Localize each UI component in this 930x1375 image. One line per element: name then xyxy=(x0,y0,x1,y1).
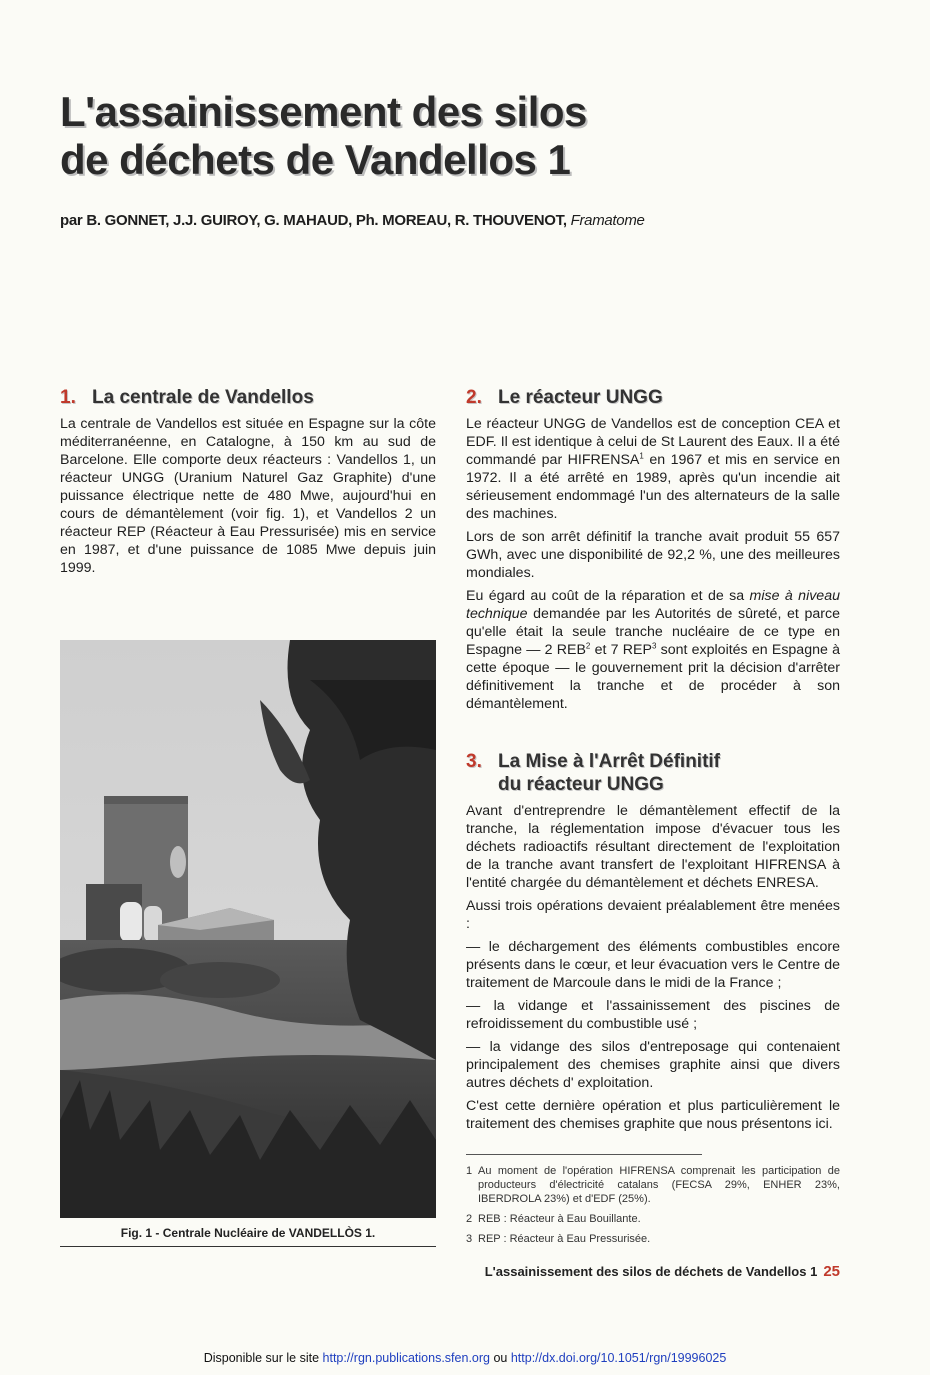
title-line-1: L'assainissement des silos xyxy=(60,88,587,135)
footnote-number: 2 xyxy=(466,1213,473,1225)
text-run: Le réacteur UNGG de Vandellos est de conception CEA et EDF. Il est identique à celui de St Laurent des Eaux. Il a été commandé par HIFRENSA xyxy=(466,416,840,468)
section-3-title xyxy=(498,750,840,796)
availability-prefix: Disponible sur le site xyxy=(203,1351,320,1365)
footnote-number: 3 xyxy=(466,1233,473,1245)
section-1-heading xyxy=(60,386,436,409)
figure-1-photo xyxy=(60,640,436,1218)
author-organization: Framatome xyxy=(570,212,645,229)
section-2-paragraph-3 xyxy=(466,587,840,713)
title-line-2: de déchets de Vandellos 1 xyxy=(60,136,571,183)
footnote-text: Au moment de l'opération HIFRENSA comprenait les participation de producteurs d'électricité catalans (FECSA 29%, ENHER 23%, IBERDROLA 23%) et d'EDF (25%). xyxy=(478,1165,840,1205)
power-plant-photo-image xyxy=(60,640,436,1218)
section-3-number: 3. xyxy=(466,751,482,772)
section-3-heading xyxy=(466,750,840,796)
section-1-title: La centrale de Vandellos xyxy=(92,387,314,408)
text-run: Eu égard au coût de la réparation et de sa xyxy=(466,588,750,604)
section-2-title: Le réacteur UNGG xyxy=(498,387,663,408)
running-head xyxy=(466,1263,840,1280)
section-2-heading xyxy=(466,386,840,409)
section-1-paragraph: La centrale de Vandellos est située en Espagne sur la côte méditerranéenne, en Catalogne, à 150 km au sud de Barcelone. Elle comporte deux réacteurs : Vandellos 1, un réacteur UNGG (Uranium Naturel Gaz Graphite) d'une puissance électrique nette de 480 Mwe, aujourd'hui en cours de démantèlement (voir fig. 1), et Vandellos 2 un réacteur REP (Réacteur à Eau Pressurisée) mis en service en 1987, et d'une puissance de 1085 Mwe depuis juin 1999. xyxy=(60,416,436,576)
section-3-paragraph: Aussi trois opérations devaient préalablement être menées : xyxy=(466,898,840,932)
byline-prefix: par xyxy=(60,212,83,229)
footnote xyxy=(466,1164,840,1206)
author-names: B. GONNET, J.J. GUIROY, G. MAHAUD, Ph. MOREAU, R. THOUVENOT, xyxy=(86,212,567,229)
section-spacer xyxy=(466,718,840,750)
text-run: et 7 REP xyxy=(590,642,652,658)
footnote-ref-1: 1 xyxy=(639,451,644,461)
section-3-title-line-2: du réacteur UNGG xyxy=(498,774,664,795)
figure-1-caption: Fig. 1 - Centrale Nucléaire de VANDELLÒS 1. xyxy=(120,1226,376,1240)
section-2-paragraph-1 xyxy=(466,415,840,523)
footnote xyxy=(466,1232,840,1246)
footnote xyxy=(466,1212,840,1226)
doi-link[interactable]: http://dx.doi.org/10.1051/rgn/19996025 xyxy=(510,1351,727,1365)
right-column xyxy=(466,386,840,1138)
caption-divider xyxy=(60,1246,436,1247)
author-byline xyxy=(60,212,860,229)
journal-site-link[interactable]: http://rgn.publications.sfen.org xyxy=(322,1351,490,1365)
section-1-number: 1. xyxy=(60,387,76,408)
footnote-ref-3: 3 xyxy=(651,641,657,651)
left-column xyxy=(60,386,436,582)
emphasis: mise à niveau technique xyxy=(466,588,840,622)
section-3-list-item: — le déchargement des éléments combustibles encore présents dans le cœur, et leur évacuation vers le Centre de traitement de Marcoule dans le midi de la France ; xyxy=(466,939,840,991)
section-3-paragraph: C'est cette dernière opération et plus particulièrement le traitement des chemises graphite que nous présentons ici. xyxy=(466,1098,840,1132)
text-run: demandée par les Autorités de sûreté, et parce qu'elle était la seule tranche nucléaire de ce type en Espagne — 2 REB xyxy=(466,606,840,658)
section-3-list-item: — la vidange et l'assainissement des piscines de refroidissement du combustible usé ; xyxy=(466,998,840,1032)
section-2-number: 2. xyxy=(466,387,482,408)
text-run: sont exploités en Espagne à cette époque — le gouvernement prit la décision d'arrêter définitivement la tranche et de procéder à son démantèlement. xyxy=(466,642,840,712)
section-3-title-line-1: La Mise à l'Arrêt Définitif xyxy=(498,751,721,772)
article-title xyxy=(60,88,820,184)
footnote-divider xyxy=(466,1154,702,1155)
footnote-text: REP : Réacteur à Eau Pressurisée. xyxy=(478,1233,651,1245)
availability-line xyxy=(0,1351,930,1365)
section-2-paragraph-2: Lors de son arrêt définitif la tranche avait produit 55 657 GWh, avec une disponibilité de 92,2 %, une des meilleures mondiales. xyxy=(466,529,840,581)
footnotes xyxy=(466,1164,840,1252)
footnote-number: 1 xyxy=(466,1165,473,1177)
page-number: 25 xyxy=(823,1263,840,1280)
availability-connector: ou xyxy=(493,1351,508,1365)
section-3-paragraph: Avant d'entreprendre le démantèlement effectif de la tranche, la réglementation impose d'évacuer tous les déchets radioactifs résultant directement de l'exploitation de la tranche avant transfert de l'exploitant HIFRENSA à l'entité chargée du démantèlement et déchets ENRESA. xyxy=(466,803,840,891)
text-run: en 1967 et mis en service en 1972. Il a été arrêté en 1989, après qu'un incendie ait sérieusement endommagé l'un des alternateurs de la salle des machines. xyxy=(466,452,840,522)
footnote-ref-2: 2 xyxy=(585,641,591,651)
section-3-list-item: — la vidange des silos d'entreposage qui contenaient principalement des chemises graphite ainsi que divers autres déchets d' exploitation. xyxy=(466,1039,840,1091)
running-head-title: L'assainissement des silos de déchets de Vandellos 1 xyxy=(484,1264,818,1279)
footnote-text: REB : Réacteur à Eau Bouillante. xyxy=(478,1213,641,1225)
